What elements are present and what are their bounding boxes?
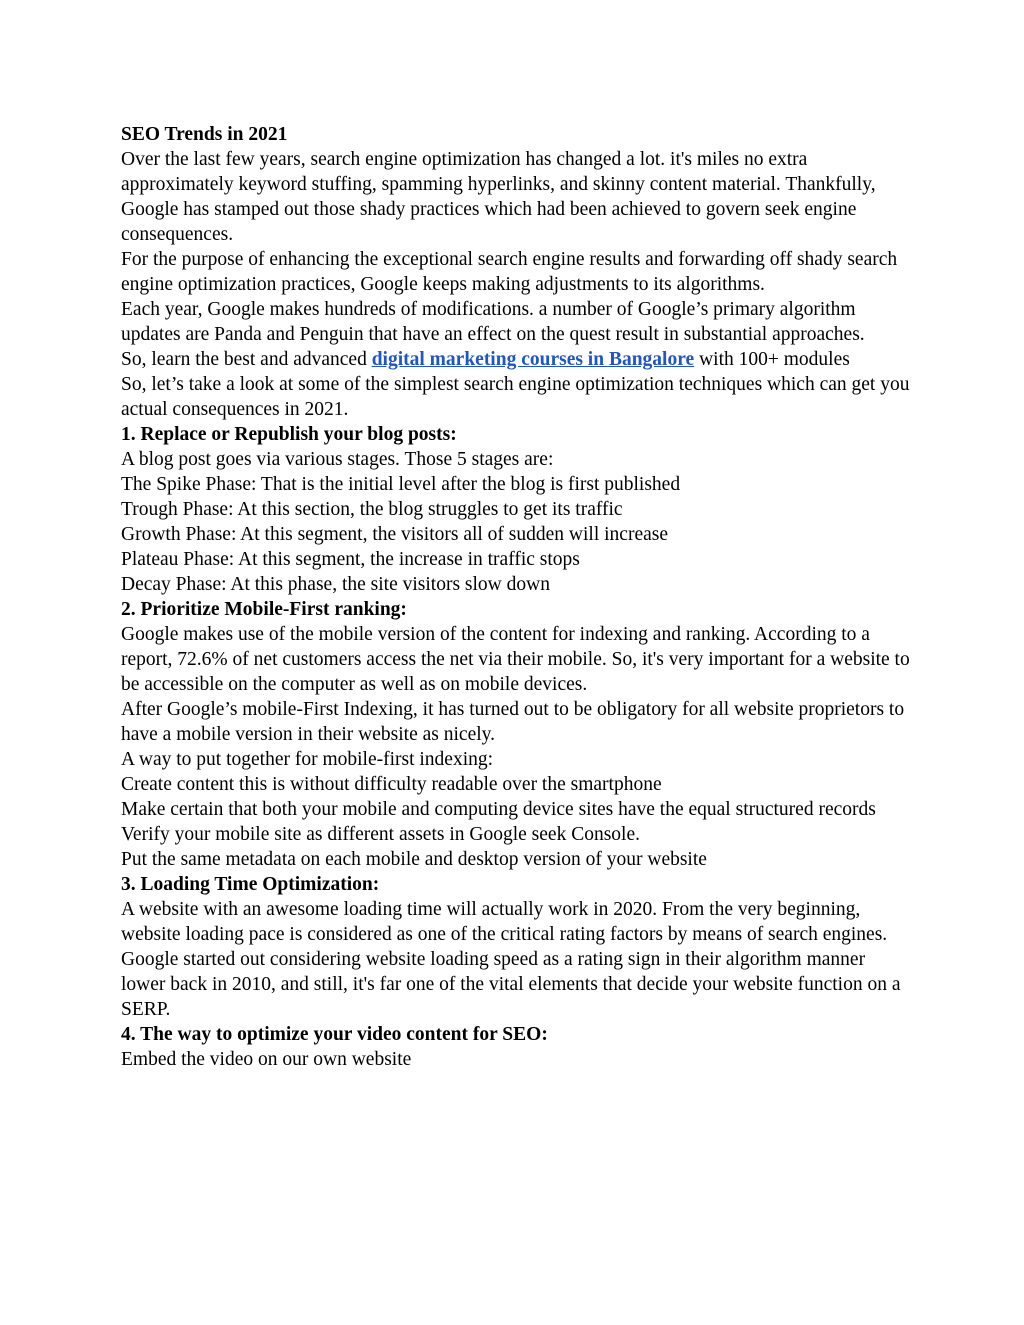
section-line: A way to put together for mobile-first indexing: bbox=[121, 749, 494, 770]
section-line: Google makes use of the mobile version of the content for indexing and ranking. According to a report, 72.6% of net customers access the net via their mobile. So, it's very important for a website to be accessible on the computer as well as on mobile devices. bbox=[121, 624, 910, 695]
section-line: A blog post goes via various stages. Those 5 stages are: bbox=[121, 449, 554, 470]
section-heading: 4. The way to optimize your video content for SEO: bbox=[121, 1024, 548, 1045]
section-line: Decay Phase: At this phase, the site visitors slow down bbox=[121, 574, 550, 595]
intro-paragraph-3: Each year, Google makes hundreds of modifications. a number of Google’s primary algorithm updates are Panda and Penguin that have an effect on the quest result in substantial approaches. bbox=[121, 299, 865, 345]
section-line: Make certain that both your mobile and computing device sites have the equal structured records bbox=[121, 799, 876, 820]
section-line: Embed the video on our own website bbox=[121, 1049, 412, 1070]
courses-link[interactable]: digital marketing courses in Bangalore bbox=[371, 349, 695, 370]
courses-text-before: So, learn the best and advanced bbox=[121, 349, 372, 370]
document-title: SEO Trends in 2021 bbox=[121, 124, 288, 145]
section-line: Verify your mobile site as different assets in Google seek Console. bbox=[121, 824, 640, 845]
section-line: Create content this is without difficulty readable over the smartphone bbox=[121, 774, 662, 795]
section-heading: 1. Replace or Republish your blog posts: bbox=[121, 424, 457, 445]
section-line: After Google’s mobile-First Indexing, it has turned out to be obligatory for all website proprietors to have a mobile version in their website as nicely. bbox=[121, 699, 905, 745]
section-line: The Spike Phase: That is the initial level after the blog is first published bbox=[121, 474, 681, 495]
intro-paragraph-2: For the purpose of enhancing the exceptional search engine results and forwarding off shady search engine optimization practices, Google keeps making adjustments to its algorithms. bbox=[121, 249, 898, 295]
intro-paragraph-1: Over the last few years, search engine optimization has changed a lot. it's miles no extra approximately keyword stuffing, spamming hyperlinks, and skinny content material. Thankfully, Google has stamped out those shady practices which had been achieved to govern seek engine consequences. bbox=[121, 149, 876, 245]
section-line: Growth Phase: At this segment, the visitors all of sudden will increase bbox=[121, 524, 668, 545]
section-line: Put the same metadata on each mobile and desktop version of your website bbox=[121, 849, 707, 870]
lead-paragraph: So, let’s take a look at some of the simplest search engine optimization techniques which can get you actual consequences in 2021. bbox=[121, 374, 910, 420]
section-line: A website with an awesome loading time will actually work in 2020. From the very beginning, website loading pace is considered as one of the critical rating factors by means of search engines. Google started out considering website loading speed as a rating sign in their algorithm manner lower back in 2010, and still, it's far one of the vital elements that decide your website function on a SERP. bbox=[121, 899, 901, 1020]
courses-paragraph bbox=[121, 347, 911, 372]
document-body bbox=[121, 122, 911, 1072]
section-line: Trough Phase: At this section, the blog struggles to get its traffic bbox=[121, 499, 623, 520]
section-line: Plateau Phase: At this segment, the increase in traffic stops bbox=[121, 549, 580, 570]
section-heading: 3. Loading Time Optimization: bbox=[121, 874, 380, 895]
courses-text-after: with 100+ modules bbox=[694, 349, 850, 370]
section-heading: 2. Prioritize Mobile-First ranking: bbox=[121, 599, 407, 620]
